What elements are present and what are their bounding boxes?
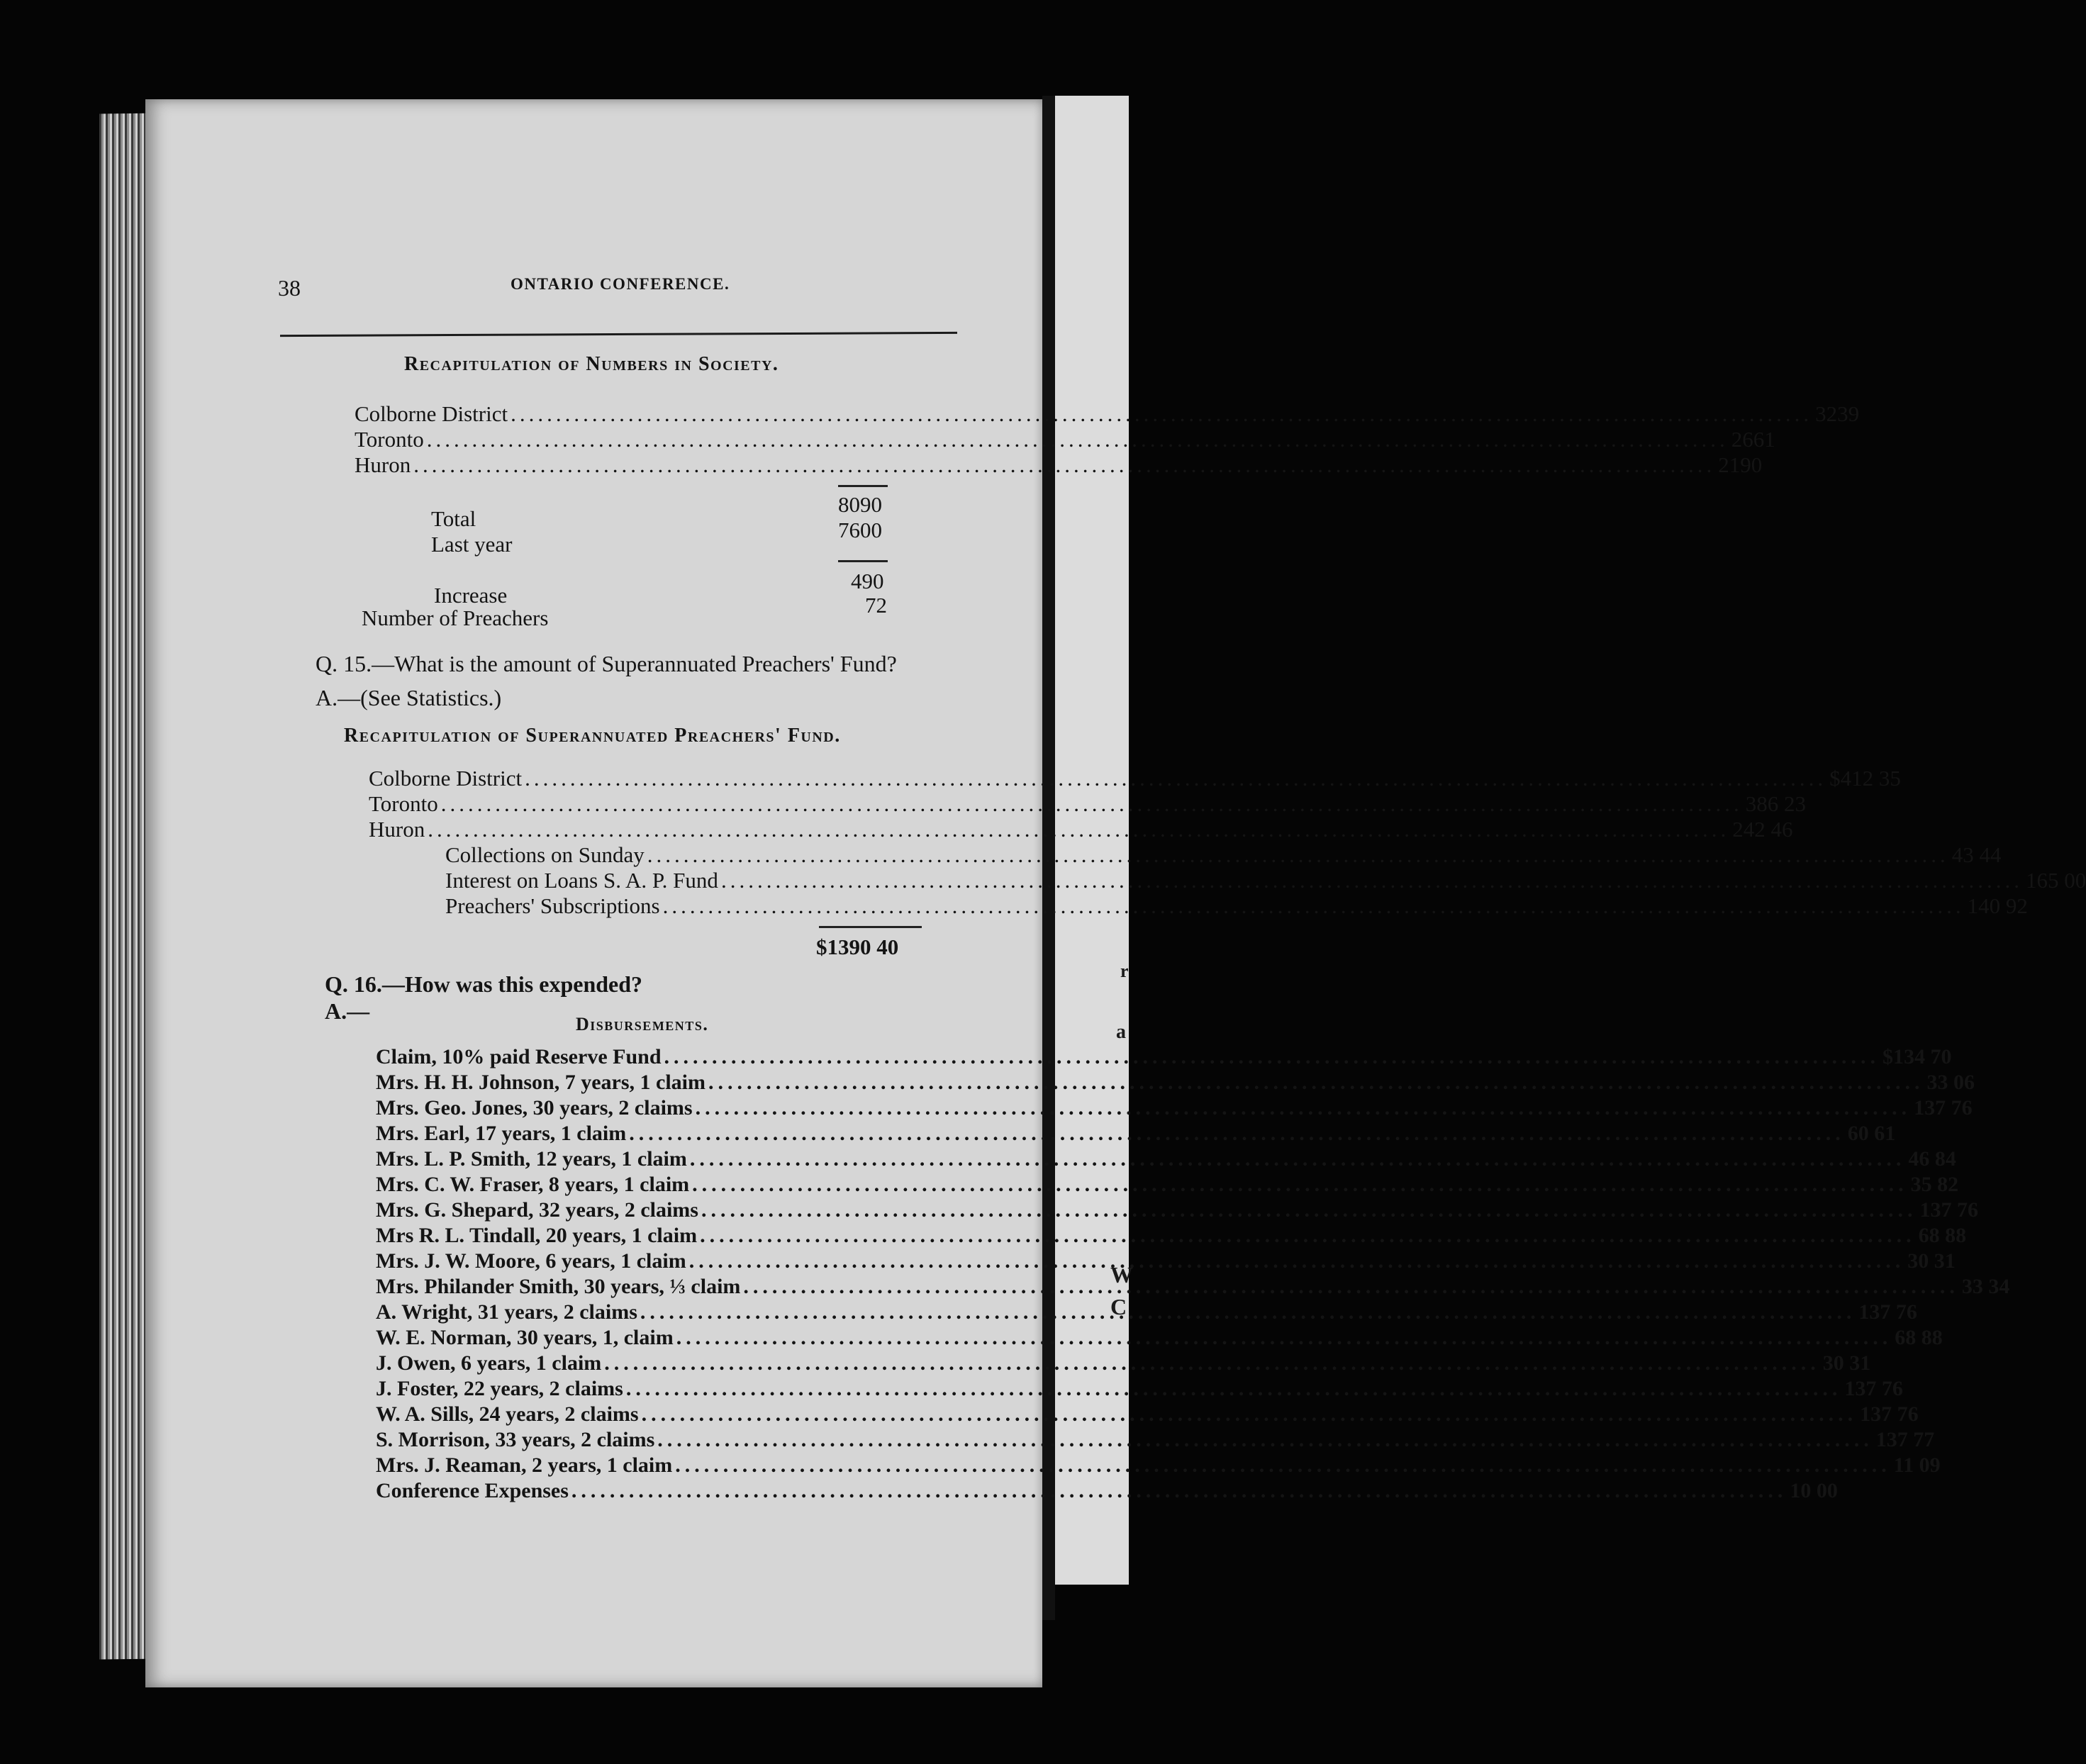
fund-label: Interest on Loans S. A. P. Fund	[445, 868, 718, 893]
sum-rule	[838, 560, 888, 562]
leader-dots	[640, 1300, 1856, 1324]
disbursement-amount: 68 88	[1918, 1224, 1967, 1247]
society-row	[355, 427, 1775, 452]
disbursement-row	[376, 1045, 1952, 1069]
disbursement-row	[376, 1428, 1935, 1452]
fund-amount: 165 00	[2025, 868, 2086, 893]
district-name: Huron	[355, 452, 411, 477]
disbursement-row	[376, 1249, 1956, 1273]
fund-row	[369, 766, 1901, 791]
answer-15: A.—(See Statistics.)	[316, 685, 502, 710]
disbursement-label: S. Morrison, 33 years, 2 claims	[376, 1428, 655, 1451]
sum-rule	[819, 926, 922, 928]
society-row	[355, 401, 1860, 427]
facing-page-fragment: W	[1110, 1262, 1133, 1288]
leader-dots	[657, 1428, 1873, 1452]
disbursement-label: J. Owen, 6 years, 1 claim	[376, 1351, 602, 1375]
disbursement-row	[376, 1147, 1956, 1171]
disbursement-label: W. A. Sills, 24 years, 2 claims	[376, 1402, 639, 1426]
disbursement-label: Mrs. J. W. Moore, 6 years, 1 claim	[376, 1249, 686, 1273]
disbursement-amount: $134 70	[1883, 1045, 1952, 1068]
disbursement-amount: 60 61	[1847, 1122, 1896, 1145]
fund-label: Preachers' Subscriptions	[445, 893, 660, 918]
disbursement-row	[376, 1198, 1978, 1222]
leader-dots	[675, 1453, 1891, 1478]
leader-dots	[647, 842, 1949, 868]
district-name: Colborne District	[355, 401, 508, 426]
leader-dots	[664, 1045, 1880, 1069]
fund-heading: Recapitulation of Superannuated Preachers' Fund.	[344, 725, 841, 747]
disbursement-row	[376, 1326, 1943, 1350]
leader-dots	[708, 1071, 1924, 1095]
fund-row	[369, 817, 1793, 842]
preachers-value: 72	[865, 593, 887, 618]
fund-label: Huron	[369, 817, 425, 842]
society-heading: Recapitulation of Numbers in Society.	[404, 353, 779, 375]
disbursement-row	[376, 1479, 1838, 1503]
leader-dots	[700, 1224, 1916, 1248]
disbursement-label: Mrs. C. W. Fraser, 8 years, 1 claim	[376, 1173, 690, 1196]
answer-16: A.—	[325, 998, 370, 1024]
disbursement-label: Mrs. Earl, 17 years, 1 claim	[376, 1122, 627, 1145]
facing-page-fragment: a	[1116, 1021, 1126, 1043]
facing-page-fragment: r	[1120, 961, 1129, 981]
district-value: 2661	[1731, 427, 1775, 452]
leader-dots	[696, 1096, 1912, 1120]
disbursement-amount: 137 76	[1844, 1377, 1903, 1400]
leader-dots	[441, 791, 1743, 817]
question-15: Q. 15.—What is the amount of Superannuated Preachers' Fund?	[316, 651, 897, 676]
disbursement-row	[376, 1275, 2010, 1299]
leader-dots	[676, 1326, 1892, 1350]
disbursement-amount: 33 34	[1961, 1275, 2010, 1298]
disbursement-label: J. Foster, 22 years, 2 claims	[376, 1377, 623, 1400]
increase-value: 490	[851, 569, 884, 593]
last-year-value: 7600	[838, 518, 882, 542]
disbursement-amount: 137 76	[1858, 1300, 1917, 1324]
leader-dots	[413, 452, 1715, 478]
fund-amount: 242 46	[1732, 817, 1793, 842]
preachers-label: Number of Preachers	[362, 605, 549, 630]
disbursement-row	[376, 1377, 1903, 1401]
disbursement-label: Mrs. L. P. Smith, 12 years, 1 claim	[376, 1147, 687, 1171]
disbursement-row	[376, 1453, 1941, 1478]
district-value: 2190	[1718, 452, 1763, 477]
disbursement-row	[376, 1122, 1896, 1146]
leader-dots	[626, 1377, 1842, 1401]
increase-label: Increase	[434, 583, 508, 608]
disbursement-amount: 137 76	[1919, 1198, 1978, 1222]
district-value: 3239	[1815, 401, 1860, 426]
leader-dots	[721, 868, 2023, 893]
disbursement-label: Conference Expenses	[376, 1479, 569, 1502]
fund-amount: $412 35	[1829, 766, 1901, 791]
fund-row	[445, 842, 2002, 868]
society-row	[355, 452, 1763, 478]
leader-dots	[629, 1122, 1845, 1146]
last-year-label: Last year	[431, 532, 513, 557]
fund-label: Toronto	[369, 791, 438, 816]
disbursement-amount: 137 76	[1860, 1402, 1919, 1426]
disbursement-amount: 33 06	[1926, 1071, 1975, 1094]
fund-label: Colborne District	[369, 766, 523, 791]
leader-dots	[642, 1402, 1858, 1427]
leader-dots	[692, 1173, 1908, 1197]
leader-dots	[525, 766, 1826, 791]
total-label: Total	[431, 506, 476, 531]
leader-dots	[690, 1147, 1906, 1171]
page-number: 38	[278, 275, 301, 301]
disbursement-label: Claim, 10% paid Reserve Fund	[376, 1045, 662, 1068]
disbursement-label: Mrs. Geo. Jones, 30 years, 2 claims	[376, 1096, 693, 1120]
fund-total: $1390 40	[816, 934, 899, 959]
question-16: Q. 16.—How was this expended?	[325, 971, 643, 997]
disbursement-label: W. E. Norman, 30 years, 1, claim	[376, 1326, 674, 1349]
disbursement-label: A. Wright, 31 years, 2 claims	[376, 1300, 637, 1324]
fund-label: Collections on Sunday	[445, 842, 645, 867]
fund-row	[445, 868, 2086, 893]
disbursement-row	[376, 1173, 1959, 1197]
leader-dots	[689, 1249, 1905, 1273]
fund-row	[445, 893, 2028, 919]
total-value: 8090	[838, 492, 882, 517]
district-name: Toronto	[355, 427, 424, 452]
disbursement-row	[376, 1096, 1973, 1120]
disbursement-row	[376, 1300, 1917, 1324]
disbursement-label: Mrs. H. H. Johnson, 7 years, 1 claim	[376, 1071, 705, 1094]
sum-rule	[838, 485, 888, 487]
fund-amount: 140 92	[1967, 893, 2028, 918]
leader-dots	[571, 1479, 1787, 1503]
disbursement-row	[376, 1224, 1967, 1248]
fund-amount: 386 23	[1745, 791, 1806, 816]
leader-dots	[428, 817, 1729, 842]
disbursement-amount: 10 00	[1790, 1479, 1838, 1502]
disbursement-amount: 30 31	[1907, 1249, 1956, 1273]
disbursement-amount: 35 82	[1910, 1173, 1959, 1196]
fund-amount: 43 44	[1951, 842, 2002, 867]
disbursement-amount: 68 88	[1895, 1326, 1943, 1349]
fund-row	[369, 791, 1806, 817]
disbursement-amount: 30 31	[1822, 1351, 1871, 1375]
leader-dots	[743, 1275, 1959, 1299]
facing-page-fragment: C	[1110, 1294, 1127, 1319]
disbursement-label: Mrs. J. Reaman, 2 years, 1 claim	[376, 1453, 673, 1477]
disbursement-amount: 46 84	[1908, 1147, 1956, 1171]
disbursement-label: Mrs. G. Shepard, 32 years, 2 claims	[376, 1198, 698, 1222]
leader-dots	[511, 401, 1812, 427]
disbursement-amount: 137 76	[1914, 1096, 1973, 1120]
disbursement-amount: 11 09	[1893, 1453, 1941, 1477]
disbursement-amount: 137 77	[1875, 1428, 1935, 1451]
running-title: ONTARIO CONFERENCE.	[511, 275, 730, 293]
disbursements-heading: Disbursements.	[576, 1014, 709, 1034]
disbursement-label: Mrs R. L. Tindall, 20 years, 1 claim	[376, 1224, 698, 1247]
disbursement-row	[376, 1351, 1871, 1375]
disbursement-row	[376, 1071, 1975, 1095]
disbursement-label: Mrs. Philander Smith, 30 years, ⅓ claim	[376, 1275, 741, 1298]
leader-dots	[427, 427, 1729, 452]
leader-dots	[604, 1351, 1820, 1375]
leader-dots	[701, 1198, 1917, 1222]
leader-dots	[663, 893, 1965, 919]
disbursement-row	[376, 1402, 1919, 1427]
